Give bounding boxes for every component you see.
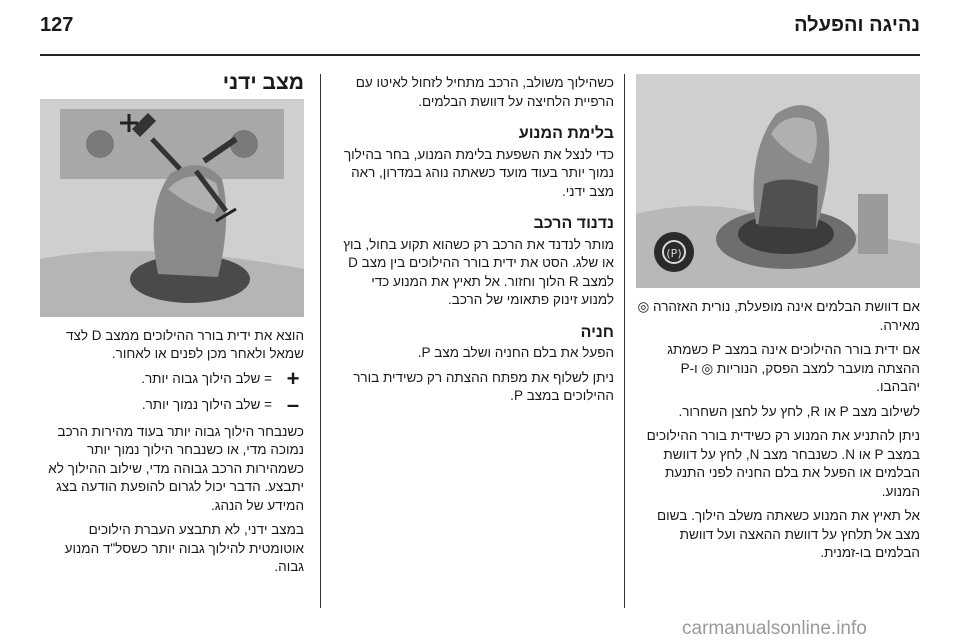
engine-braking-heading: בלימת המנוע — [518, 125, 614, 142]
rocking-heading: נדנוד הרכב — [533, 215, 614, 232]
key-removal-text: ניתן לשלוף את מפתח ההצתה רק כשידית בורר ההילוכים במצב P. — [353, 369, 614, 403]
page-title: נהיגה והפעלה — [794, 14, 920, 36]
manual-mode-title: מצב ידני — [222, 71, 304, 94]
engine-braking-text: כדי לנצל את השפעת בלימת המנוע, בחר בהילוך נמוך יותר בעוד מועד כשאתה נוהג במדרון, ראה מצב ידני. — [343, 146, 614, 199]
creep-text: כשהילוך משולב, הרכב מתחיל לזחול לאיטו עם הרפיית הלחיצה על דוושת הבלמים. — [355, 75, 614, 109]
engine-start-text: ניתן להתניע את המנוע רק כשידית בורר ההילוכים במצב P או N. כשנבחר מצב N, לחץ על דוושת הבלמים או הפעל את בלם החניה לפני התנעת המנוע. — [646, 428, 920, 499]
parking-heading: חניה — [580, 323, 614, 341]
column-divider — [624, 74, 625, 608]
upshift-row — [40, 365, 304, 391]
rocking-text: מותר לנדנד את הרכב רק כשהוא תקוע בחול, בוץ או שלג. הסט את ידית בורר ההילוכים בין מצב D למצב R הלוך וחזור. אל תאיץ את המנוע כדי למנוע זינוק פתאומי של הרכב. — [343, 236, 614, 307]
page-number: 127 — [40, 14, 74, 36]
gear-selector-illustration — [636, 74, 920, 288]
upshift-text: = שלב הילוך גבוה יותר. — [141, 370, 272, 386]
header-rule — [40, 54, 920, 56]
right-column — [636, 74, 920, 569]
no-auto-upshift-text: במצב ידני, לא תתבצע העברת הילוכים אוטומטית להילוך גבוה יותר כשסל"ד המנוע גבוה. — [64, 522, 304, 574]
downshift-row — [40, 392, 304, 417]
parking-text: הפעל את בלם החניה ושלב מצב P. — [417, 345, 614, 360]
left-column — [40, 71, 304, 583]
accelerate-warning-text: אל תאיץ את המנוע כשאתה משלב הילוך. בשום מצב אל תלחץ על דוושת ההאצה ועל דוושת הבלמים בו-זמנית. — [657, 508, 920, 560]
brake-warning-text: אם דוושת הבלמים אינה מופעלת, נורית האזהרה ◎ מאירה. — [637, 299, 920, 333]
middle-column — [338, 74, 614, 412]
manual-mode-photo — [40, 99, 304, 317]
ignition-warning-text: אם ידית בורר ההילוכים אינה במצב P כשמתג ההצתה מועבר למצב הפסק, הנוריות ◎ ו-P יהבהבו. — [667, 342, 920, 394]
shift-limit-text: כשנבחר הילוך גבוה יותר בעוד מהירות הרכב נמוכה מדי, או כשנבחר הילוך נמוך יותר כשמהירות הרכב גבוהה מדי, שילוב ההילוך לא יתבצע. הדבר יכול לגרום להופעת הודעה בצג המידע של הנהג. — [48, 423, 304, 513]
plus-icon: + — [286, 365, 300, 391]
manual-mode-intro: הוצא את ידית בורר ההילוכים ממצב D לצד שמאל ולאחר מכן לפנים או לאחור. — [66, 327, 304, 361]
release-button-text: לשילוב מצב P או R, לחץ על לחצן השחרור. — [678, 403, 920, 419]
svg-text:(P): (P) — [666, 247, 682, 260]
minus-icon: – — [286, 392, 300, 417]
downshift-text: = שלב הילוך נמוך יותר. — [141, 397, 272, 412]
watermark: carmanualsonline.info — [682, 618, 867, 639]
gear-selector-photo — [636, 74, 920, 288]
manual-shift-illustration — [40, 99, 304, 317]
column-divider — [320, 74, 321, 608]
